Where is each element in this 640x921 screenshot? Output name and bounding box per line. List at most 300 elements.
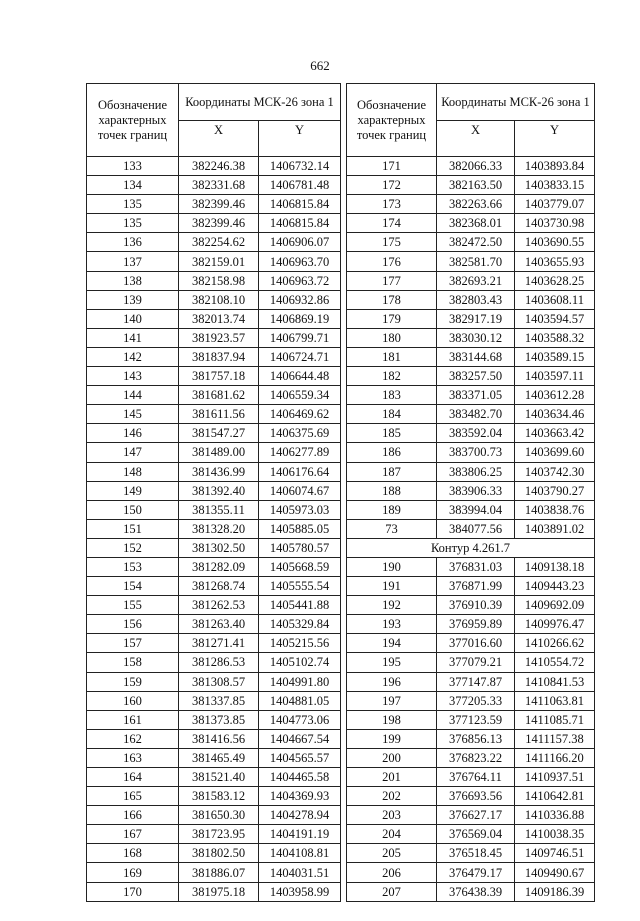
table-row (87, 157, 341, 176)
x-cell: 381837.94 (179, 347, 259, 366)
x-cell: 377123.59 (437, 710, 515, 729)
x-cell: 382472.50 (437, 233, 515, 252)
x-cell: 381308.57 (179, 672, 259, 691)
x-cell: 376764.11 (437, 768, 515, 787)
x-cell: 381302.50 (179, 538, 259, 557)
x-cell: 381286.53 (179, 653, 259, 672)
point-id-cell: 133 (87, 157, 179, 176)
y-cell: 1409443.23 (515, 577, 595, 596)
x-cell: 382368.01 (437, 214, 515, 233)
x-cell: 377147.87 (437, 672, 515, 691)
point-id-cell: 153 (87, 557, 179, 576)
point-id-cell: 134 (87, 176, 179, 195)
y-cell: 1406932.86 (259, 290, 341, 309)
point-id-cell: 180 (347, 328, 437, 347)
x-cell: 381923.57 (179, 328, 259, 347)
x-cell: 381757.18 (179, 367, 259, 386)
point-id-cell: 174 (347, 214, 437, 233)
y-cell: 1404465.58 (259, 768, 341, 787)
y-cell: 1406963.72 (259, 271, 341, 290)
table-row (347, 214, 595, 233)
table-row (347, 195, 595, 214)
contour-title: Контур 4.261.7 (347, 538, 595, 557)
point-id-cell: 162 (87, 729, 179, 748)
y-cell: 1403594.57 (515, 309, 595, 328)
y-cell: 1403958.99 (259, 882, 341, 901)
y-cell: 1405780.57 (259, 538, 341, 557)
x-cell: 383144.68 (437, 347, 515, 366)
x-cell: 382803.43 (437, 290, 515, 309)
y-cell: 1403690.55 (515, 233, 595, 252)
y-cell: 1403730.98 (515, 214, 595, 233)
point-id-cell: 143 (87, 367, 179, 386)
point-id-cell: 140 (87, 309, 179, 328)
y-cell: 1405885.05 (259, 519, 341, 538)
table-row (347, 157, 595, 176)
x-cell: 376831.03 (437, 557, 515, 576)
y-cell: 1406799.71 (259, 328, 341, 347)
y-cell: 1403663.42 (515, 424, 595, 443)
point-id-cell: 159 (87, 672, 179, 691)
point-id-cell: 146 (87, 424, 179, 443)
x-cell: 383257.50 (437, 367, 515, 386)
table-row (347, 787, 595, 806)
y-cell: 1406781.48 (259, 176, 341, 195)
point-id-cell: 137 (87, 252, 179, 271)
x-cell: 382246.38 (179, 157, 259, 176)
table-row (87, 538, 341, 557)
table-row (87, 787, 341, 806)
point-id-cell: 166 (87, 806, 179, 825)
y-cell: 1405441.88 (259, 596, 341, 615)
table-row (87, 195, 341, 214)
table-row (347, 634, 595, 653)
point-id-cell: 179 (347, 309, 437, 328)
x-cell: 381282.09 (179, 557, 259, 576)
point-id-cell: 168 (87, 844, 179, 863)
table-row (347, 577, 595, 596)
table-row (87, 710, 341, 729)
x-cell: 377079.21 (437, 653, 515, 672)
left-table-body (87, 157, 341, 902)
y-cell: 1411085.71 (515, 710, 595, 729)
point-id-cell: 165 (87, 787, 179, 806)
y-cell: 1405215.56 (259, 634, 341, 653)
y-cell: 1410554.72 (515, 653, 595, 672)
right-table-body (347, 157, 595, 902)
x-cell: 382159.01 (179, 252, 259, 271)
table-row (347, 806, 595, 825)
table-row (347, 462, 595, 481)
y-cell: 1406375.69 (259, 424, 341, 443)
point-id-cell: 202 (347, 787, 437, 806)
x-cell: 381650.30 (179, 806, 259, 825)
point-id-cell: 182 (347, 367, 437, 386)
point-id-cell: 198 (347, 710, 437, 729)
x-cell: 382331.68 (179, 176, 259, 195)
point-id-cell: 205 (347, 844, 437, 863)
point-id-cell: 161 (87, 710, 179, 729)
x-cell: 376910.39 (437, 596, 515, 615)
table-row (347, 405, 595, 424)
point-id-cell: 135 (87, 214, 179, 233)
point-id-cell: 193 (347, 615, 437, 634)
table-row (87, 557, 341, 576)
table-row (347, 252, 595, 271)
x-cell: 381583.12 (179, 787, 259, 806)
table-row (347, 729, 595, 748)
x-cell: 381521.40 (179, 768, 259, 787)
table-row (87, 768, 341, 787)
point-id-cell: 191 (347, 577, 437, 596)
x-cell: 376569.04 (437, 825, 515, 844)
table-row (87, 481, 341, 500)
y-cell: 1404278.94 (259, 806, 341, 825)
table-row (87, 328, 341, 347)
y-cell: 1403838.76 (515, 500, 595, 519)
y-cell: 1406724.71 (259, 347, 341, 366)
x-cell: 382263.66 (437, 195, 515, 214)
point-id-cell: 201 (347, 768, 437, 787)
y-cell: 1406732.14 (259, 157, 341, 176)
table-row (87, 806, 341, 825)
point-id-cell: 169 (87, 863, 179, 882)
x-cell: 383482.70 (437, 405, 515, 424)
table-row (347, 768, 595, 787)
table-row (347, 615, 595, 634)
x-cell: 376627.17 (437, 806, 515, 825)
table-row (347, 691, 595, 710)
y-cell: 1404191.19 (259, 825, 341, 844)
y-cell: 1411063.81 (515, 691, 595, 710)
point-id-cell: 206 (347, 863, 437, 882)
y-cell: 1404991.80 (259, 672, 341, 691)
table-row (347, 882, 595, 901)
y-cell: 1403597.11 (515, 367, 595, 386)
x-cell: 376856.13 (437, 729, 515, 748)
table-row (87, 309, 341, 328)
point-id-cell: 181 (347, 347, 437, 366)
x-cell: 381886.07 (179, 863, 259, 882)
point-id-cell: 142 (87, 347, 179, 366)
x-cell: 376518.45 (437, 844, 515, 863)
x-cell: 383371.05 (437, 386, 515, 405)
x-cell: 381268.74 (179, 577, 259, 596)
y-cell: 1406815.84 (259, 214, 341, 233)
y-cell: 1410266.62 (515, 634, 595, 653)
point-id-cell: 190 (347, 557, 437, 576)
page-number: 662 (310, 58, 330, 73)
y-cell: 1409692.09 (515, 596, 595, 615)
x-cell: 381263.40 (179, 615, 259, 634)
y-cell: 1406869.19 (259, 309, 341, 328)
y-cell: 1410841.53 (515, 672, 595, 691)
point-id-cell: 138 (87, 271, 179, 290)
table-row (347, 481, 595, 500)
y-cell: 1403608.11 (515, 290, 595, 309)
point-id-cell: 204 (347, 825, 437, 844)
y-cell: 1403790.27 (515, 481, 595, 500)
y-cell: 1406644.48 (259, 367, 341, 386)
point-id-cell: 145 (87, 405, 179, 424)
y-cell: 1403699.60 (515, 443, 595, 462)
x-cell: 382693.21 (437, 271, 515, 290)
y-cell: 1410937.51 (515, 768, 595, 787)
y-cell: 1405555.54 (259, 577, 341, 596)
point-id-cell: 136 (87, 233, 179, 252)
table-row (87, 500, 341, 519)
table-row (347, 596, 595, 615)
point-id-cell: 158 (87, 653, 179, 672)
x-cell: 381373.85 (179, 710, 259, 729)
point-id-cell: 164 (87, 768, 179, 787)
table-row (347, 367, 595, 386)
x-cell: 381465.49 (179, 748, 259, 767)
x-cell: 377205.33 (437, 691, 515, 710)
x-cell: 377016.60 (437, 634, 515, 653)
table-row (347, 347, 595, 366)
y-cell: 1405668.59 (259, 557, 341, 576)
table-row (347, 424, 595, 443)
x-cell: 382163.50 (437, 176, 515, 195)
x-cell: 381328.20 (179, 519, 259, 538)
x-cell: 381547.27 (179, 424, 259, 443)
x-cell: 381271.41 (179, 634, 259, 653)
x-cell: 382108.10 (179, 290, 259, 309)
x-cell: 381489.00 (179, 443, 259, 462)
coordinates-table-right (346, 83, 595, 902)
table-row (87, 214, 341, 233)
table-row (87, 748, 341, 767)
x-cell: 381975.18 (179, 882, 259, 901)
x-cell: 382917.19 (437, 309, 515, 328)
y-cell: 1403634.46 (515, 405, 595, 424)
y-cell: 1405973.03 (259, 500, 341, 519)
x-cell: 381392.40 (179, 481, 259, 500)
y-cell: 1406963.70 (259, 252, 341, 271)
table-row (87, 691, 341, 710)
point-id-cell: 73 (347, 519, 437, 538)
y-cell: 1404565.57 (259, 748, 341, 767)
table-row (347, 233, 595, 252)
point-id-cell: 207 (347, 882, 437, 901)
point-id-cell: 183 (347, 386, 437, 405)
point-id-cell: 187 (347, 462, 437, 481)
x-cell: 383994.04 (437, 500, 515, 519)
table-row (347, 443, 595, 462)
x-cell: 382066.33 (437, 157, 515, 176)
point-id-cell: 178 (347, 290, 437, 309)
x-cell: 384077.56 (437, 519, 515, 538)
y-cell: 1409746.51 (515, 844, 595, 863)
point-id-cell: 163 (87, 748, 179, 767)
y-cell: 1404369.93 (259, 787, 341, 806)
point-id-cell: 200 (347, 748, 437, 767)
y-cell: 1409490.67 (515, 863, 595, 882)
x-cell: 376823.22 (437, 748, 515, 767)
point-id-cell: 144 (87, 386, 179, 405)
y-cell: 1406277.89 (259, 443, 341, 462)
x-cell: 381436.99 (179, 462, 259, 481)
x-cell: 376693.56 (437, 787, 515, 806)
y-cell: 1409186.39 (515, 882, 595, 901)
table-row (347, 500, 595, 519)
y-cell: 1403612.28 (515, 386, 595, 405)
y-cell: 1403891.02 (515, 519, 595, 538)
y-cell: 1410336.88 (515, 806, 595, 825)
contour-row (347, 538, 595, 557)
y-cell: 1404881.05 (259, 691, 341, 710)
x-header: X (179, 121, 259, 157)
point-id-cell: 175 (347, 233, 437, 252)
table-row (87, 729, 341, 748)
point-id-cell: 150 (87, 500, 179, 519)
y-cell: 1404108.81 (259, 844, 341, 863)
table-row (87, 252, 341, 271)
y-cell: 1406559.34 (259, 386, 341, 405)
table-row (347, 290, 595, 309)
point-id-cell: 154 (87, 577, 179, 596)
table-row (87, 577, 341, 596)
y-cell: 1410038.35 (515, 825, 595, 844)
x-cell: 381262.53 (179, 596, 259, 615)
point-id-cell: 176 (347, 252, 437, 271)
x-cell: 383592.04 (437, 424, 515, 443)
x-cell: 376871.99 (437, 577, 515, 596)
x-cell: 381611.56 (179, 405, 259, 424)
point-id-cell: 195 (347, 653, 437, 672)
y-cell: 1403589.15 (515, 347, 595, 366)
designation-header: Обозначение характерных точек границ (87, 84, 179, 157)
table-row (347, 519, 595, 538)
x-cell: 382254.62 (179, 233, 259, 252)
x-cell: 381723.95 (179, 825, 259, 844)
x-cell: 383030.12 (437, 328, 515, 347)
table-row (347, 844, 595, 863)
x-cell: 381802.50 (179, 844, 259, 863)
y-cell: 1404773.06 (259, 710, 341, 729)
y-cell: 1403742.30 (515, 462, 595, 481)
table-row (347, 309, 595, 328)
table-row (87, 271, 341, 290)
point-id-cell: 177 (347, 271, 437, 290)
x-cell: 376479.17 (437, 863, 515, 882)
table-row (87, 347, 341, 366)
table-row (87, 882, 341, 901)
x-cell: 382158.98 (179, 271, 259, 290)
point-id-cell: 147 (87, 443, 179, 462)
table-row (347, 176, 595, 195)
table-row (87, 634, 341, 653)
table-row (347, 328, 595, 347)
y-cell: 1405102.74 (259, 653, 341, 672)
y-cell: 1410642.81 (515, 787, 595, 806)
y-cell: 1411157.38 (515, 729, 595, 748)
x-cell: 381416.56 (179, 729, 259, 748)
point-id-cell: 157 (87, 634, 179, 653)
table-row (87, 519, 341, 538)
table-row (87, 653, 341, 672)
table-row (87, 424, 341, 443)
y-cell: 1406176.64 (259, 462, 341, 481)
coordinates-table-left (86, 83, 341, 902)
table-row (87, 615, 341, 634)
x-cell: 383906.33 (437, 481, 515, 500)
point-id-cell: 203 (347, 806, 437, 825)
x-cell: 382581.70 (437, 252, 515, 271)
x-cell: 381681.62 (179, 386, 259, 405)
y-cell: 1406469.62 (259, 405, 341, 424)
point-id-cell: 170 (87, 882, 179, 901)
point-id-cell: 156 (87, 615, 179, 634)
x-cell: 382013.74 (179, 309, 259, 328)
table-row (87, 672, 341, 691)
point-id-cell: 139 (87, 290, 179, 309)
y-cell: 1406906.07 (259, 233, 341, 252)
x-cell: 381337.85 (179, 691, 259, 710)
point-id-cell: 173 (347, 195, 437, 214)
point-id-cell: 167 (87, 825, 179, 844)
table-row (347, 653, 595, 672)
x-cell: 382399.46 (179, 195, 259, 214)
table-row (347, 825, 595, 844)
table-row (87, 290, 341, 309)
y-cell: 1404667.54 (259, 729, 341, 748)
table-row (87, 233, 341, 252)
y-header: Y (515, 121, 595, 157)
y-cell: 1404031.51 (259, 863, 341, 882)
point-id-cell: 184 (347, 405, 437, 424)
x-cell: 381355.11 (179, 500, 259, 519)
y-cell: 1409138.18 (515, 557, 595, 576)
point-id-cell: 199 (347, 729, 437, 748)
point-id-cell: 186 (347, 443, 437, 462)
table-row (87, 596, 341, 615)
coords-header: Координаты МСК-26 зона 1 (179, 84, 341, 121)
point-id-cell: 155 (87, 596, 179, 615)
y-cell: 1403588.32 (515, 328, 595, 347)
point-id-cell: 151 (87, 519, 179, 538)
x-cell: 383700.73 (437, 443, 515, 462)
y-cell: 1405329.84 (259, 615, 341, 634)
y-cell: 1403833.15 (515, 176, 595, 195)
table-row (87, 176, 341, 195)
y-cell: 1409976.47 (515, 615, 595, 634)
y-cell: 1403628.25 (515, 271, 595, 290)
point-id-cell: 135 (87, 195, 179, 214)
table-row (347, 271, 595, 290)
point-id-cell: 188 (347, 481, 437, 500)
point-id-cell: 196 (347, 672, 437, 691)
y-cell: 1406815.84 (259, 195, 341, 214)
point-id-cell: 194 (347, 634, 437, 653)
y-header: Y (259, 121, 341, 157)
y-cell: 1403655.93 (515, 252, 595, 271)
y-cell: 1403893.84 (515, 157, 595, 176)
table-row (347, 748, 595, 767)
point-id-cell: 172 (347, 176, 437, 195)
x-cell: 382399.46 (179, 214, 259, 233)
table-row (87, 367, 341, 386)
point-id-cell: 149 (87, 481, 179, 500)
table-row (347, 863, 595, 882)
coords-header: Координаты МСК-26 зона 1 (437, 84, 595, 121)
x-cell: 376438.39 (437, 882, 515, 901)
table-row (87, 863, 341, 882)
point-id-cell: 160 (87, 691, 179, 710)
designation-header: Обозначение характерных точек границ (347, 84, 437, 157)
table-row (87, 844, 341, 863)
